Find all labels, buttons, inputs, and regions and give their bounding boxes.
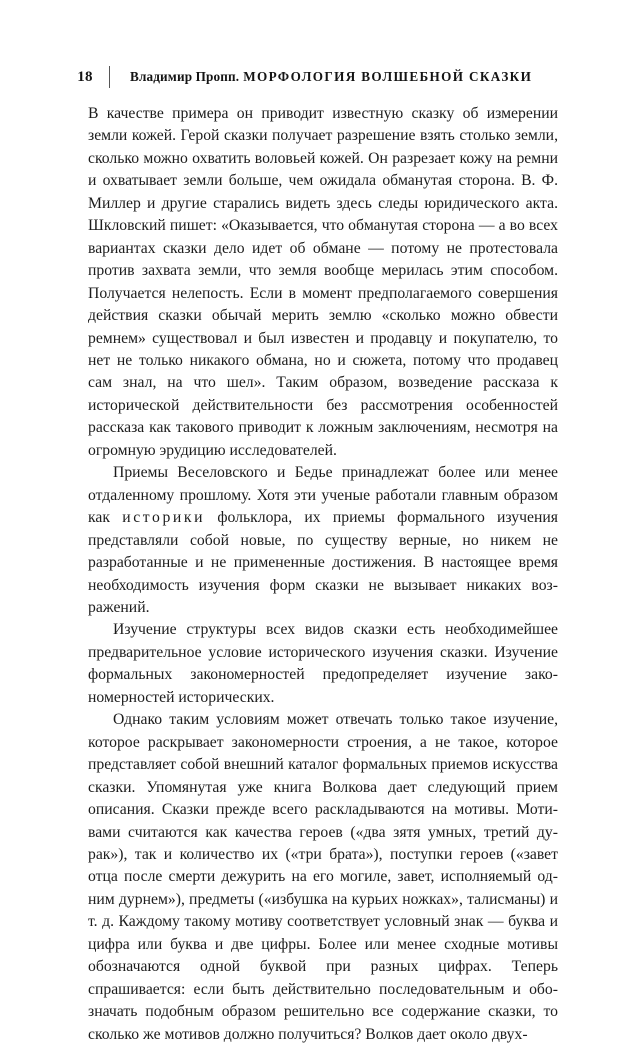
header-divider-rule — [109, 66, 110, 88]
paragraph-1: В качестве примера он приводит известную сказку об измерении земли кожей. Герой сказки получает разрешение взять столько земли, сколько можно охватить воловьей кожей. Он разрезает кожу на ремни и охватывает земли больше, чем ожидала обманутая сторона. В. Ф. Миллер и другие старались видеть здесь следы юридического акта. Шкловский пишет: «Оказывается, что обманутая сторона — а во всех вариантах сказки дело идет об обмане — потому не протестовала против захвата земли, что земля вообще мерилась этим способом. Получается нелепость. Если в момент предполагаемого совершения действия сказки обычай мерить землю «сколько можно обвести ремнем» существовал и был известен и продавцу и покупателю, то нет не только никакого обмана, но и сюжета, потому что продавец сам знал, на что шел». Таким образом, возведение рассказа к исторической действительности без рассмотрения особенностей рассказа как такового приводит к ложным заключениям, несмотря на огромную эрудицию исследователей. — [88, 105, 558, 459]
header-book-title: МОРФОЛОГИЯ ВОЛШЕБНОЙ СКАЗКИ — [243, 69, 533, 84]
paragraph-2-text-before: Приемы Веселовского и Бедье принадлежат более или менее отдаленному прошлому. Хотя эти ученые работали главным образом как — [88, 464, 558, 527]
page-number: 18 — [77, 68, 93, 85]
paragraph-4: Однако таким условиям может отвечать только такое изучение, которое раскрывает закономерности строения, а не такое, которое представляет собой внешний каталог формальных приемов искусства сказки. Упомянутая уже книга Волкова дает следующий прием описания. Сказки прежде всего раскладываются на мотивы. Мотивами считаются как качества героев («два зятя умных, третий дурак»), так и количество их («три брата»), поступки героев («завет отца после смерти дежурить на его могиле, завет, исполняемый одним дурнем»), предметы («избушка на курьих ножках», талисманы) и т. д. Каждому такому мотиву соответствует условный знак — буква и цифра или буква и две цифры. Более или менее сходные мотивы обозначаются одной буквой при разных цифрах. Теперь спрашивается: если быть действительно последовательным и обозначать подобным образом решительно все содержание сказки, то сколько же мотивов должно получиться? Волков дает около двух- — [88, 711, 558, 1043]
body-text-block — [88, 103, 558, 1046]
running-header — [70, 64, 560, 90]
paragraph-3: Изучение структуры всех видов сказки есть необходимейшее предварительное условие исторического изучения сказки. Изучение формальных закономерностей предопределяет изучение закономерностей исторических. — [88, 621, 558, 706]
paragraph-2-text-after: фольклора, их приемы формального изучения представляли собой новые, по существу верные, но никем не разработанные и не примененные достижения. В настоящее время необходимость изучения форм сказки не вызывает никаких возражений. — [88, 509, 558, 616]
paragraph-2 — [88, 462, 558, 619]
emphasized-word-istoriki: историки — [122, 509, 206, 527]
header-author: Владимир Пропп. — [130, 69, 240, 84]
